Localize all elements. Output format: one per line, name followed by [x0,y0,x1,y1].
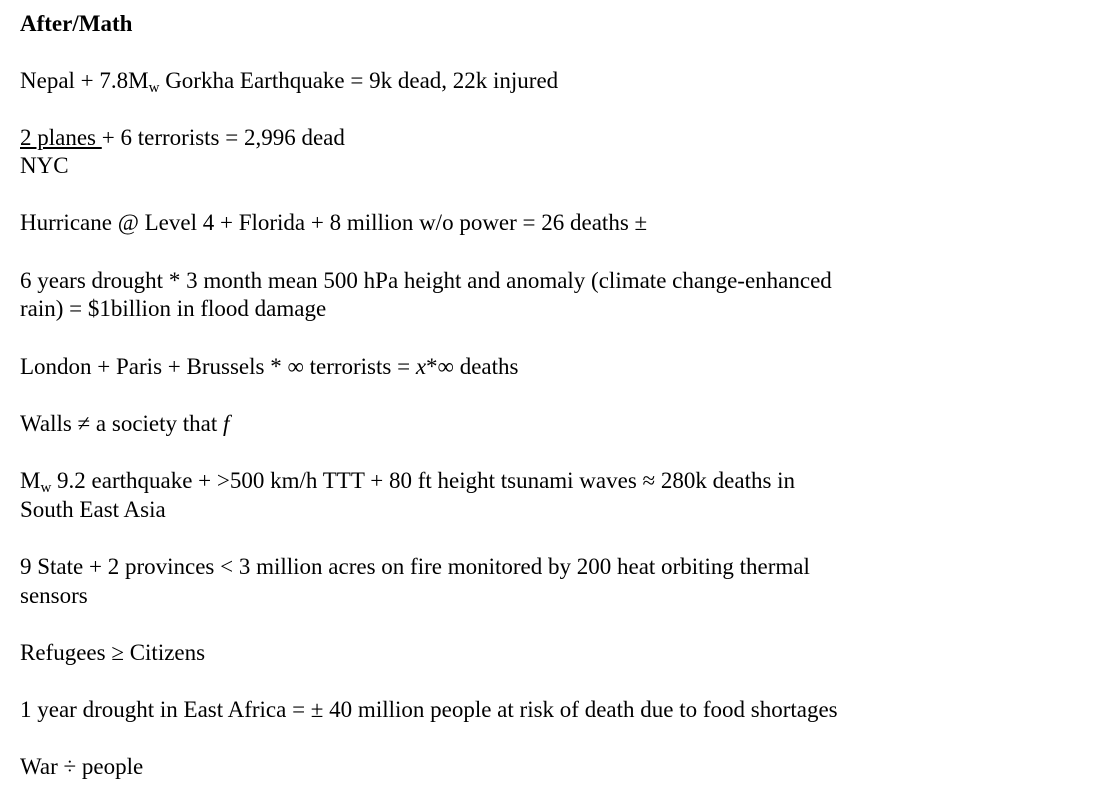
line-planes-underlined: 2 planes [20,125,102,150]
line-tsunami-2: South East Asia [20,497,166,522]
line-london-pre: London + Paris + Brussels * ∞ terrorists = [20,354,416,379]
line-walls-pre: Walls ≠ a society that [20,411,224,436]
line-tsunami-post: 9.2 earthquake + >500 km/h TTT + 80 ft height tsunami waves ≈ 280k deaths in [51,468,796,493]
line-drought-2: rain) = $1billion in flood damage [20,296,327,321]
poem-title: After/Math [20,11,133,36]
line-london-post: *∞ deaths [426,354,519,379]
line-tsunami-subscript: w [40,480,52,496]
line-nepal [20,67,558,98]
line-planes [20,124,345,152]
line-nyc: NYC [20,153,69,178]
line-nepal-post: Gorkha Earthquake = 9k dead, 22k injured [159,68,559,93]
line-tsunami-pre: M [20,468,41,493]
line-london [20,353,518,381]
line-drought-1: 6 years drought * 3 month mean 500 hPa height and anomaly (climate change-enhanced [20,268,832,293]
line-war: War ÷ people [20,754,144,779]
line-fire-1: 9 State + 2 provinces < 3 million acres on fire monitored by 200 heat orbiting thermal [20,554,810,579]
line-refugees: Refugees ≥ Citizens [20,640,206,665]
line-walls [20,410,229,438]
line-fire-2: sensors [20,583,88,608]
line-nepal-pre: Nepal + 7.8M [20,68,149,93]
line-tsunami-1 [20,467,795,498]
line-walls-italic: f [223,411,230,436]
line-hurricane: Hurricane @ Level 4 + Florida + 8 million w/o power = 26 deaths ± [20,210,648,235]
line-planes-post: + 6 terrorists = 2,996 dead [101,125,345,150]
line-nepal-subscript: w [148,80,160,96]
line-london-italic: x [415,354,427,379]
line-africa: 1 year drought in East Africa = ± 40 million people at risk of death due to food shortages [20,697,838,722]
